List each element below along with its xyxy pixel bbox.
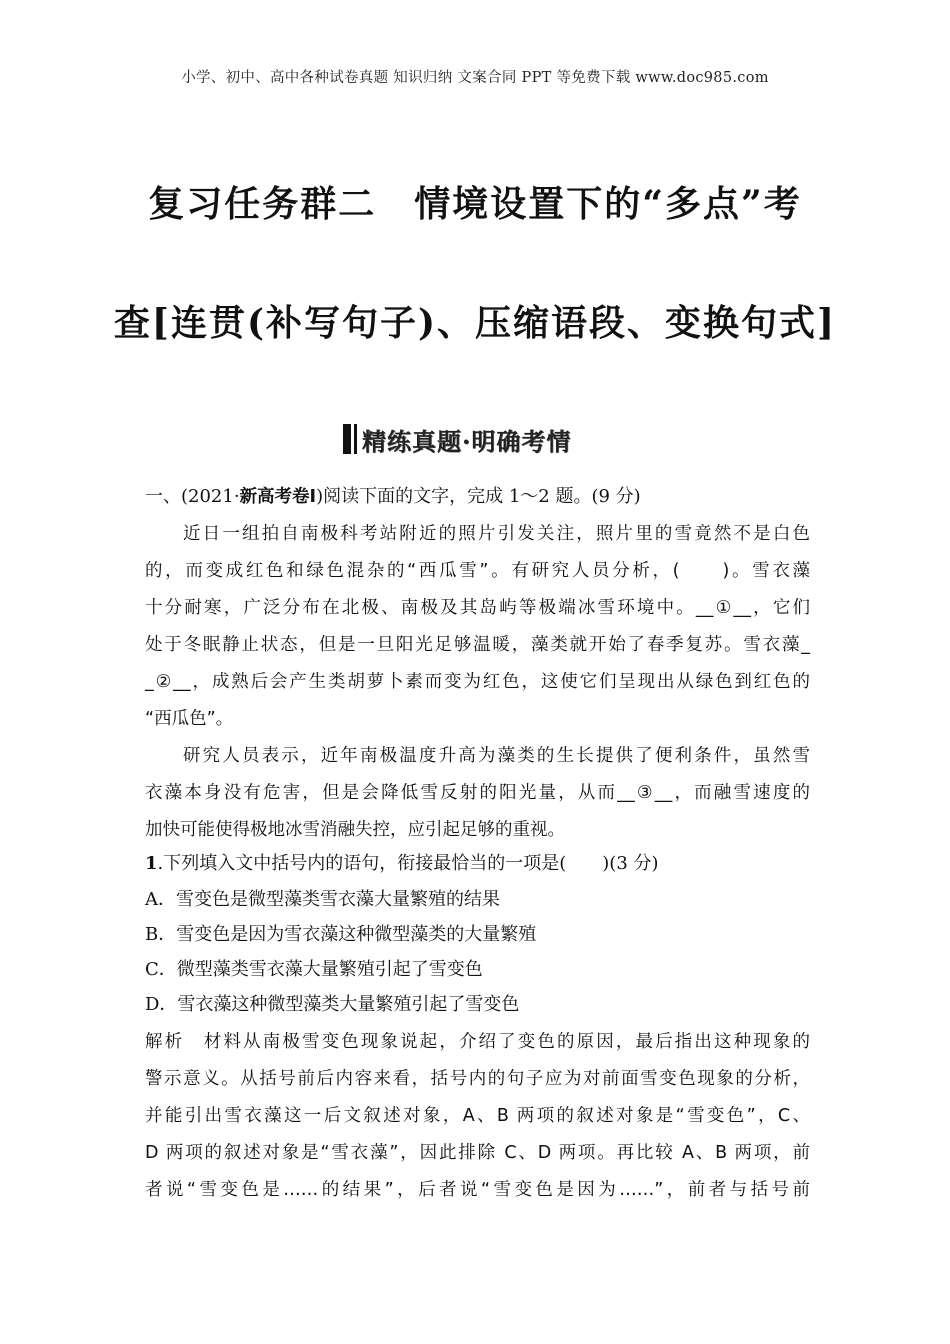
title-line-2: 查[连贯(补写句子)、压缩语段、变换句式] <box>113 302 837 344</box>
analysis-line: 者说“雪变色是……的结果”，后者说“雪变色是因为……”，前者与括号前 <box>145 1180 810 1200</box>
option-b: B．雪变色是因为雪衣藻这种微型藻类的大量繁殖 <box>145 924 537 945</box>
analysis-line: 解析 材料从南极雪变色现象说起，介绍了变色的原因，最后指出这种现象的 <box>145 1032 810 1052</box>
passage-line: “西瓜色”。 <box>145 709 234 729</box>
section-tag <box>343 422 571 456</box>
passage-line: 衣藻本身没有危害，但是会降低雪反射的阳光量，从而__③__，而融雪速度的 <box>145 783 810 803</box>
question-intro: 一、(2021·新高考卷Ⅰ)阅读下面的文字，完成 1～2 题。(9 分) <box>145 486 641 507</box>
page-header: 小学、初中、高中各种试卷真题 知识归纳 文案合同 PPT 等免费下载 www.doc985.com <box>181 70 769 86</box>
section-tag-text: 精练真题·明确考情 <box>362 426 572 456</box>
section-bar-icon <box>343 424 354 454</box>
passage-line: 加快可能使得极地冰雪消融失控，应引起足够的重视。 <box>145 820 565 840</box>
question-1-stem: 1.下列填入文中括号内的语句，衔接最恰当的一项是( )(3 分) <box>145 853 659 874</box>
passage-line: 的，而变成红色和绿色混杂的“西瓜雪”。有研究人员分析，( )。雪衣藻 <box>145 561 810 581</box>
option-a: A．雪变色是微型藻类雪衣藻大量繁殖的结果 <box>145 889 500 910</box>
title-line-1: 复习任务群二 情境设置下的“多点”考 <box>148 183 802 225</box>
passage-line: 近日一组拍自南极科考站附近的照片引发关注，照片里的雪竟然不是白色 <box>183 524 810 544</box>
passage-line: 研究人员表示，近年南极温度升高为藻类的生长提供了便利条件，虽然雪 <box>183 746 810 766</box>
question-number: 1 <box>145 853 158 874</box>
option-d: D．雪衣藻这种微型藻类大量繁殖引起了雪变色 <box>145 994 520 1015</box>
analysis-line: D 两项的叙述对象是“雪衣藻”，因此排除 C、D 两项。再比较 A、B 两项，前 <box>145 1143 810 1163</box>
option-c: C．微型藻类雪衣藻大量繁殖引起了雪变色 <box>145 959 483 980</box>
analysis-line: 警示意义。从括号前后内容来看，括号内的句子应为对前面雪变色现象的分析， <box>145 1069 810 1089</box>
passage-line: _②__，成熟后会产生类胡萝卜素而变为红色，这使它们呈现出从绿色到红色的 <box>145 672 810 692</box>
passage-line: 十分耐寒，广泛分布在北极、南极及其岛屿等极端冰雪环境中。__①__，它们 <box>145 598 810 618</box>
analysis-line: 并能引出雪衣藻这一后文叙述对象，A、B 两项的叙述对象是“雪变色”，C、 <box>145 1106 810 1126</box>
question-source: 新高考卷Ⅰ <box>239 487 317 507</box>
passage-line: 处于冬眠静止状态，但是一旦阳光足够温暖，藻类就开始了春季复苏。雪衣藻_ <box>145 635 810 655</box>
